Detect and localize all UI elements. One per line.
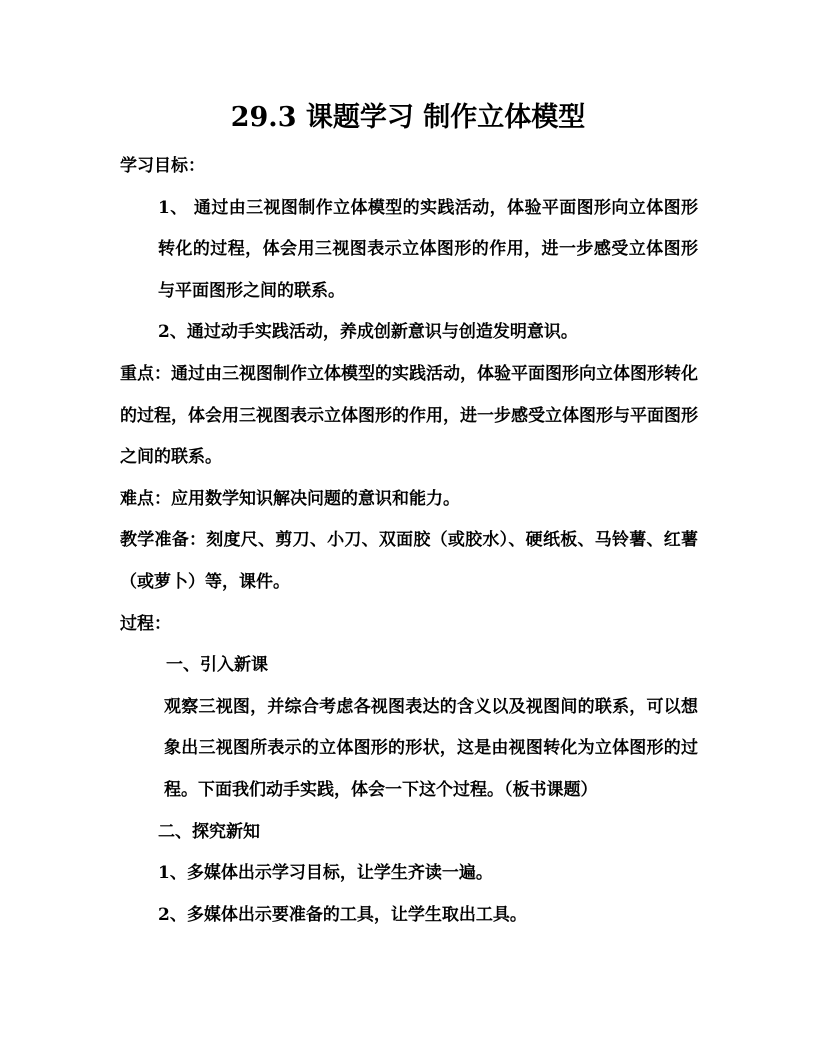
section-2-heading: 二、探究新知 — [158, 821, 260, 842]
process-heading: 过程： — [120, 613, 171, 634]
step-1-paragraph: 1、多媒体出示学习目标，让学生齐读一遍。 — [158, 863, 493, 884]
page-title: 29.3 课题学习 制作立体模型 — [230, 102, 586, 133]
objective-1-paragraph: 1、 通过由三视图制作立体模型的实践活动，体验平面图形向立体图形转化的过程，体会用三视图表示立体图形的作用，进一步感受立体图形与平面图形之间的联系。 — [158, 197, 698, 301]
key-point-paragraph: 重点：通过由三视图制作立体模型的实践活动，体验平面图形向立体图形转化的过程，体会用三视图表示立体图形的作用，进一步感受立体图形与平面图形之间的联系。 — [120, 363, 698, 468]
preparation-paragraph: 教学准备：刻度尺、剪刀、小刀、双面胶（或胶水）、硬纸板、马铃薯、红薯（或萝卜）等，课件。 — [120, 530, 698, 592]
section-1-paragraph: 观察三视图，并综合考虑各视图表达的含义以及视图间的联系，可以想象出三视图所表示的立体图形的形状，这是由视图转化为立体图形的过程。下面我们动手实践，体会一下这个过程。（板书课题） — [164, 696, 698, 800]
section-1-heading: 一、引入新课 — [166, 655, 268, 676]
objectives-heading: 学习目标： — [120, 156, 205, 176]
objective-2-paragraph: 2、通过动手实践活动，养成创新意识与创造发明意识。 — [158, 322, 578, 343]
difficulty-paragraph: 难点：应用数学知识解决问题的意识和能力。 — [120, 488, 460, 509]
step-2-paragraph: 2、多媒体出示要准备的工具，让学生取出工具。 — [158, 904, 527, 925]
document-body — [120, 146, 698, 936]
